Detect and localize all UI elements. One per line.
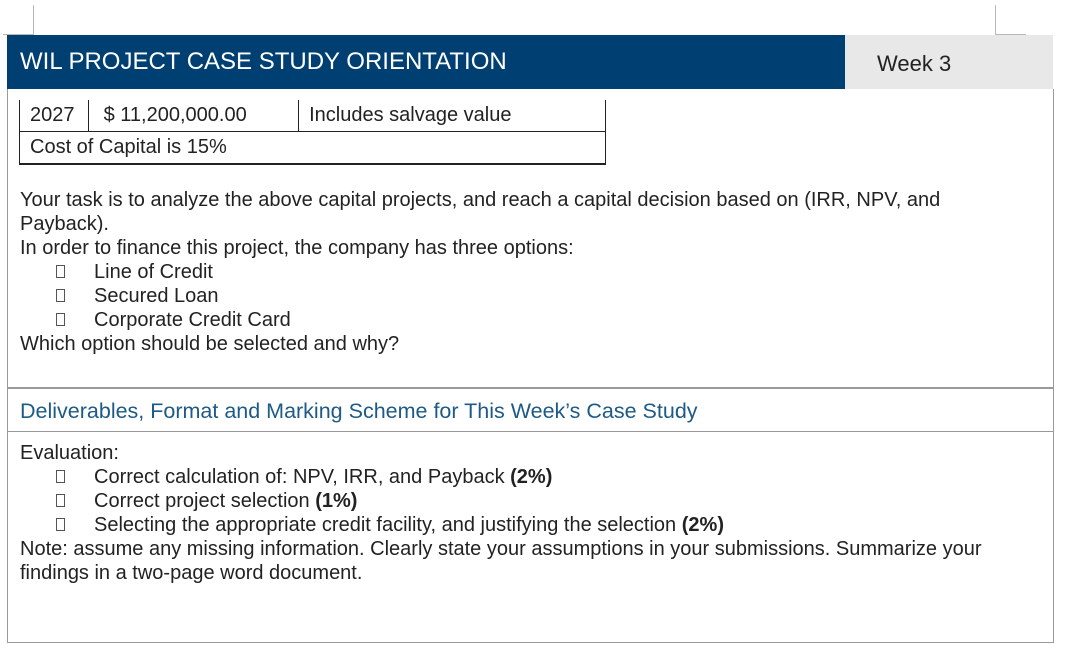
list-item (20, 260, 940, 284)
evaluation-text (20, 441, 981, 585)
deliverables-heading: Deliverables, Format and Marking Scheme for This Week’s Case Study (20, 399, 698, 423)
bullet-glyph-icon (56, 518, 65, 531)
option-label: Corporate Credit Card (94, 309, 291, 331)
crop-mark-left (33, 5, 34, 35)
list-item (20, 308, 940, 332)
list-item (20, 284, 940, 308)
table-cell-note: Includes salvage value (299, 100, 606, 131)
deliverables-header-box (7, 388, 1054, 432)
page-title: WIL PROJECT CASE STUDY ORIENTATION (7, 35, 845, 89)
note-line-2: findings in a two-page word document. (20, 562, 363, 584)
criterion-weight: (2%) (681, 514, 724, 536)
question-text: Which option should be selected and why? (20, 333, 400, 355)
option-label: Secured Loan (94, 285, 219, 307)
week-label: Week 3 (845, 35, 1053, 89)
bullet-glyph-icon (56, 470, 65, 483)
case-study-section (7, 89, 1054, 388)
criterion-weight: (1%) (315, 490, 358, 512)
evaluation-section (7, 431, 1054, 643)
criterion-text: Correct project selection (94, 490, 310, 512)
option-label: Line of Credit (94, 261, 213, 283)
bullet-glyph-icon (56, 289, 65, 302)
criterion-text: Correct calculation of: NPV, IRR, and Payback (94, 466, 505, 488)
criterion-weight: (2%) (510, 466, 553, 488)
list-item (20, 513, 981, 537)
crop-mark-right (995, 5, 996, 35)
list-item (20, 489, 981, 513)
bullet-glyph-icon (56, 494, 65, 507)
task-intro-line-2: Payback). (20, 213, 109, 235)
table-row (20, 131, 606, 164)
bullet-glyph-icon (56, 265, 65, 278)
list-item (20, 465, 981, 489)
finance-intro: In order to finance this project, the company has three options: (20, 237, 574, 259)
cash-flow-table (19, 100, 606, 165)
bullet-glyph-icon (56, 313, 65, 326)
evaluation-label: Evaluation: (20, 442, 119, 464)
note-line-1: Note: assume any missing information. Clearly state your assumptions in your submissions. Summarize your (20, 538, 982, 560)
table-row (20, 100, 606, 131)
cost-of-capital-cell: Cost of Capital is 15% (20, 131, 606, 164)
criterion-text: Selecting the appropriate credit facility, and justifying the selection (94, 514, 677, 536)
table-cell-year: 2027 (20, 100, 89, 131)
table-cell-amount: $ 11,200,000.00 (88, 100, 299, 131)
task-text (20, 188, 940, 356)
page-header (7, 35, 1053, 89)
task-intro-line-1: Your task is to analyze the above capital projects, and reach a capital decision based on (IRR, NPV, and (20, 189, 941, 211)
